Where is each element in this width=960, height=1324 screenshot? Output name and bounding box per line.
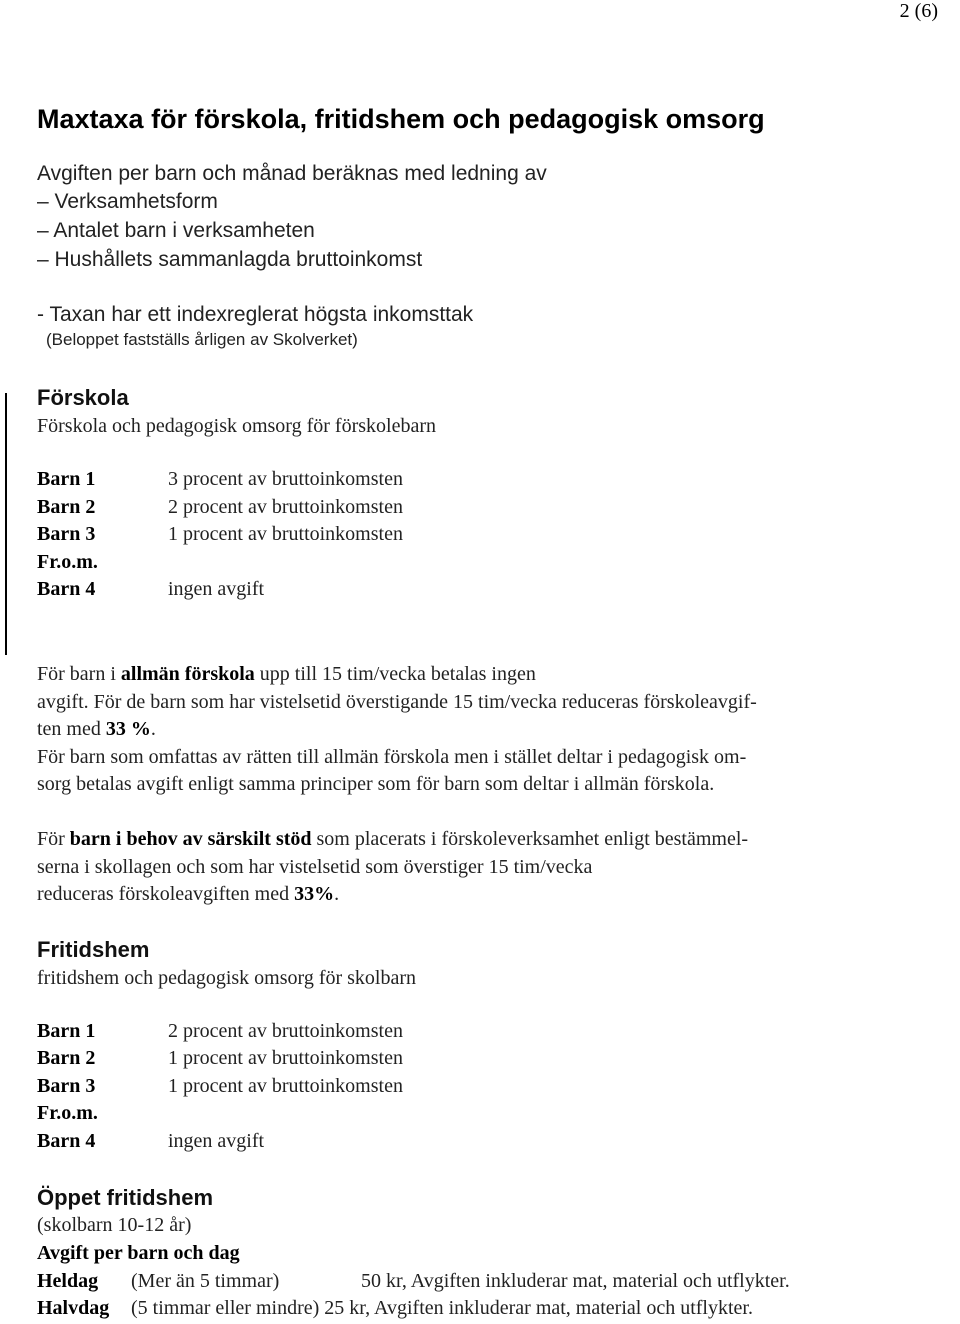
fee-row-label: Barn 1 bbox=[37, 1020, 96, 1042]
paragraph-line: För barn i allmän förskola upp till 15 tim/vecka betalas ingen bbox=[37, 663, 536, 685]
paragraph-line: För barn som omfattas av rätten till allmän förskola men i stället deltar i pedagogisk om- bbox=[37, 746, 747, 768]
heldag-text: 50 kr, Avgiften inkluderar mat, material och utflykter. bbox=[361, 1270, 790, 1292]
fee-row-label: Barn 4 bbox=[37, 578, 96, 600]
page-title: Maxtaxa för förskola, fritidshem och pedagogisk omsorg bbox=[37, 104, 765, 134]
fee-heading: Avgift per barn och dag bbox=[37, 1242, 240, 1264]
fee-row-value: ingen avgift bbox=[168, 578, 265, 600]
fee-row-value: 3 procent av bruttoinkomsten bbox=[168, 468, 403, 490]
intro-item: – Verksamhetsform bbox=[37, 190, 218, 213]
fee-row-value: 1 procent av bruttoinkomsten bbox=[168, 523, 403, 545]
income-cap-note: (Beloppet fastställs årligen av Skolverket) bbox=[46, 330, 358, 349]
forskola-subtitle: Förskola och pedagogisk omsorg för förskolebarn bbox=[37, 415, 437, 437]
heldag-label: Heldag bbox=[37, 1270, 99, 1292]
fritidshem-subtitle: fritidshem och pedagogisk omsorg för skolbarn bbox=[37, 967, 417, 989]
paragraph-line: avgift. För de barn som har vistelsetid överstigande 15 tim/vecka reduceras förskoleavgif- bbox=[37, 691, 757, 713]
halvdag-label: Halvdag bbox=[37, 1297, 110, 1319]
fee-row-value: ingen avgift bbox=[168, 1130, 265, 1152]
fee-row-label: Barn 2 bbox=[37, 496, 96, 518]
oppet-heading: Öppet fritidshem bbox=[37, 1185, 214, 1210]
fee-row-label: Barn 3 bbox=[37, 1075, 96, 1097]
paragraph-line: reduceras förskoleavgiften med 33%. bbox=[37, 883, 340, 905]
heldag-condition: (Mer än 5 timmar) bbox=[131, 1270, 280, 1292]
page-number: 2 (6) bbox=[899, 0, 938, 22]
fee-row-label: Barn 4 bbox=[37, 1130, 96, 1152]
fee-row-label: Barn 1 bbox=[37, 468, 96, 490]
change-bar bbox=[5, 393, 7, 655]
paragraph-line: ten med 33 %. bbox=[37, 718, 156, 740]
fee-row-value: 2 procent av bruttoinkomsten bbox=[168, 1020, 403, 1042]
paragraph-line: sorg betalas avgift enligt samma principer som för barn som deltar i allmän förskola. bbox=[37, 773, 715, 795]
halvdag-text: (5 timmar eller mindre) 25 kr, Avgiften inkluderar mat, material och utflykter. bbox=[131, 1297, 753, 1319]
oppet-note: (skolbarn 10-12 år) bbox=[37, 1214, 192, 1236]
intro-lead: Avgiften per barn och månad beräknas med ledning av bbox=[37, 162, 547, 185]
fritidshem-heading: Fritidshem bbox=[37, 937, 150, 962]
paragraph-line: För barn i behov av särskilt stöd som placerats i förskoleverksamhet enligt bestämmel- bbox=[37, 828, 749, 850]
intro-item: – Antalet barn i verksamheten bbox=[37, 219, 315, 242]
fee-row-label: Fr.o.m. bbox=[37, 551, 98, 573]
fee-row-label: Barn 3 bbox=[37, 523, 96, 545]
fee-row-value: 1 procent av bruttoinkomsten bbox=[168, 1075, 403, 1097]
paragraph-line: serna i skollagen och som har vistelsetid som överstiger 15 tim/vecka bbox=[37, 856, 593, 878]
heldag-row bbox=[37, 1268, 98, 1295]
income-cap: - Taxan har ett indexreglerat högsta inkomsttak bbox=[37, 303, 474, 326]
halvdag-row bbox=[37, 1295, 109, 1322]
fee-row-value: 2 procent av bruttoinkomsten bbox=[168, 496, 403, 518]
fee-row-label: Fr.o.m. bbox=[37, 1102, 98, 1124]
fee-row-label: Barn 2 bbox=[37, 1047, 96, 1069]
fee-row-value: 1 procent av bruttoinkomsten bbox=[168, 1047, 403, 1069]
intro-item: – Hushållets sammanlagda bruttoinkomst bbox=[37, 248, 423, 271]
forskola-heading: Förskola bbox=[37, 385, 129, 410]
